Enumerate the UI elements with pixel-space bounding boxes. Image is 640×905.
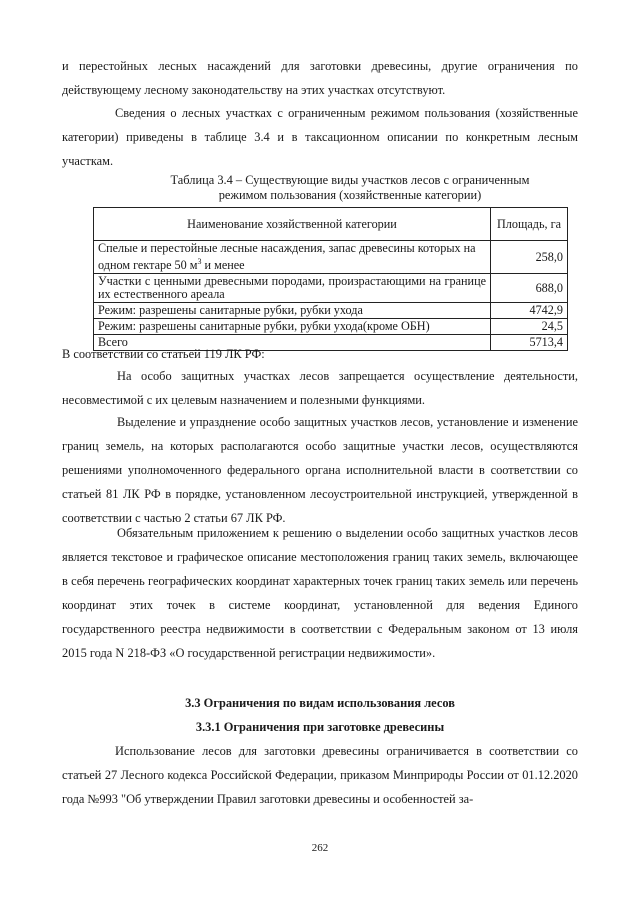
page-number: 262 bbox=[311, 842, 329, 854]
cell-text-tail: и менее bbox=[201, 258, 245, 273]
cell-category-name: Режим: разрешены санитарные рубки, рубки ухода bbox=[94, 303, 491, 319]
paragraph-prohibition: На особо защитных участках лесов запрещается осуществление деятельности, несовместимой с их целевым назначением и полезными функциями. bbox=[62, 369, 578, 407]
superscript: 3 bbox=[197, 257, 202, 266]
table-row bbox=[94, 303, 568, 319]
table-header-row bbox=[94, 208, 568, 241]
cell-category-name bbox=[94, 241, 491, 274]
cell-text: Спелые и перестойные лесные насаждения, запас древесины которых на одном гектаре 50 м bbox=[98, 241, 476, 273]
header-area: Площадь, га bbox=[491, 208, 568, 241]
cell-area: 4742,9 bbox=[491, 303, 568, 319]
paragraph-annex: Обязательным приложением к решению о выделении особо защитных участков лесов является текстовое и графическое описание местоположения границ таких земель, включающее в себя перечень географических координат характерных точек границ таких земель или перечень координат этих точек в системе координат, установленной для ведения Единого государственного реестра недвижимости в соответствии с Федеральным законом от 13 июля 2015 года N 218-ФЗ «О государственной регистрации недвижимости». bbox=[62, 526, 578, 660]
cell-category-name: Режим: разрешены санитарные рубки, рубки ухода(кроме ОБН) bbox=[94, 319, 491, 335]
cell-category-name: Участки с ценными древесными породами, произрастающими на границе их естественного ареала bbox=[94, 274, 491, 303]
paragraph-allocation: Выделение и упразднение особо защитных участков лесов, установление и изменение границ земель, на которых располагаются особо защитные участки лесов, осуществляются решениями уполномоченного федерального органа исполнительной власти в соответствии со статьей 81 ЛК РФ в порядке, установленном лесоустроительной инструкцией, утвержденной в соответствии с частью 2 статьи 67 ЛК РФ. bbox=[62, 415, 578, 525]
table-row bbox=[94, 274, 568, 303]
cell-category-name: Всего bbox=[94, 335, 491, 351]
section-heading: 3.3 Ограничения по видам использования лесов bbox=[185, 696, 455, 710]
paragraph-intro: и перестойных лесных насаждений для заготовки древесины, другие ограничения по действующему лесному законодательству на этих участках отсутствуют. bbox=[62, 59, 578, 97]
cell-area: 258,0 bbox=[491, 241, 568, 274]
table-row bbox=[94, 241, 568, 274]
table-caption: Таблица 3.4 – Существующие виды участков лесов с ограниченным режимом пользования (хозяйственные категории) bbox=[170, 173, 530, 202]
table-row bbox=[94, 319, 568, 335]
paragraph-table-reference: Сведения о лесных участках с ограниченным режимом пользования (хозяйственные категории) приведены в таблице 3.4 и в таксационном описании по конкретным лесным участкам. bbox=[62, 106, 578, 168]
restricted-use-table bbox=[93, 207, 568, 351]
header-category-name: Наименование хозяйственной категории bbox=[94, 208, 491, 241]
paragraph-article-119: В соответствии со статьей 119 ЛК РФ: bbox=[62, 347, 265, 361]
subsection-heading: 3.3.1 Ограничения при заготовке древесины bbox=[195, 720, 445, 734]
paragraph-timber-harvest: Использование лесов для заготовки древесины ограничивается в соответствии со статьей 27 Лесного кодекса Российской Федерации, приказом Минприроды России от 01.12.2020 года №993 "Об утверждении Правил заготовки древесины и особенностей за- bbox=[62, 744, 578, 806]
cell-area: 5713,4 bbox=[491, 335, 568, 351]
cell-area: 688,0 bbox=[491, 274, 568, 303]
cell-area: 24,5 bbox=[491, 319, 568, 335]
